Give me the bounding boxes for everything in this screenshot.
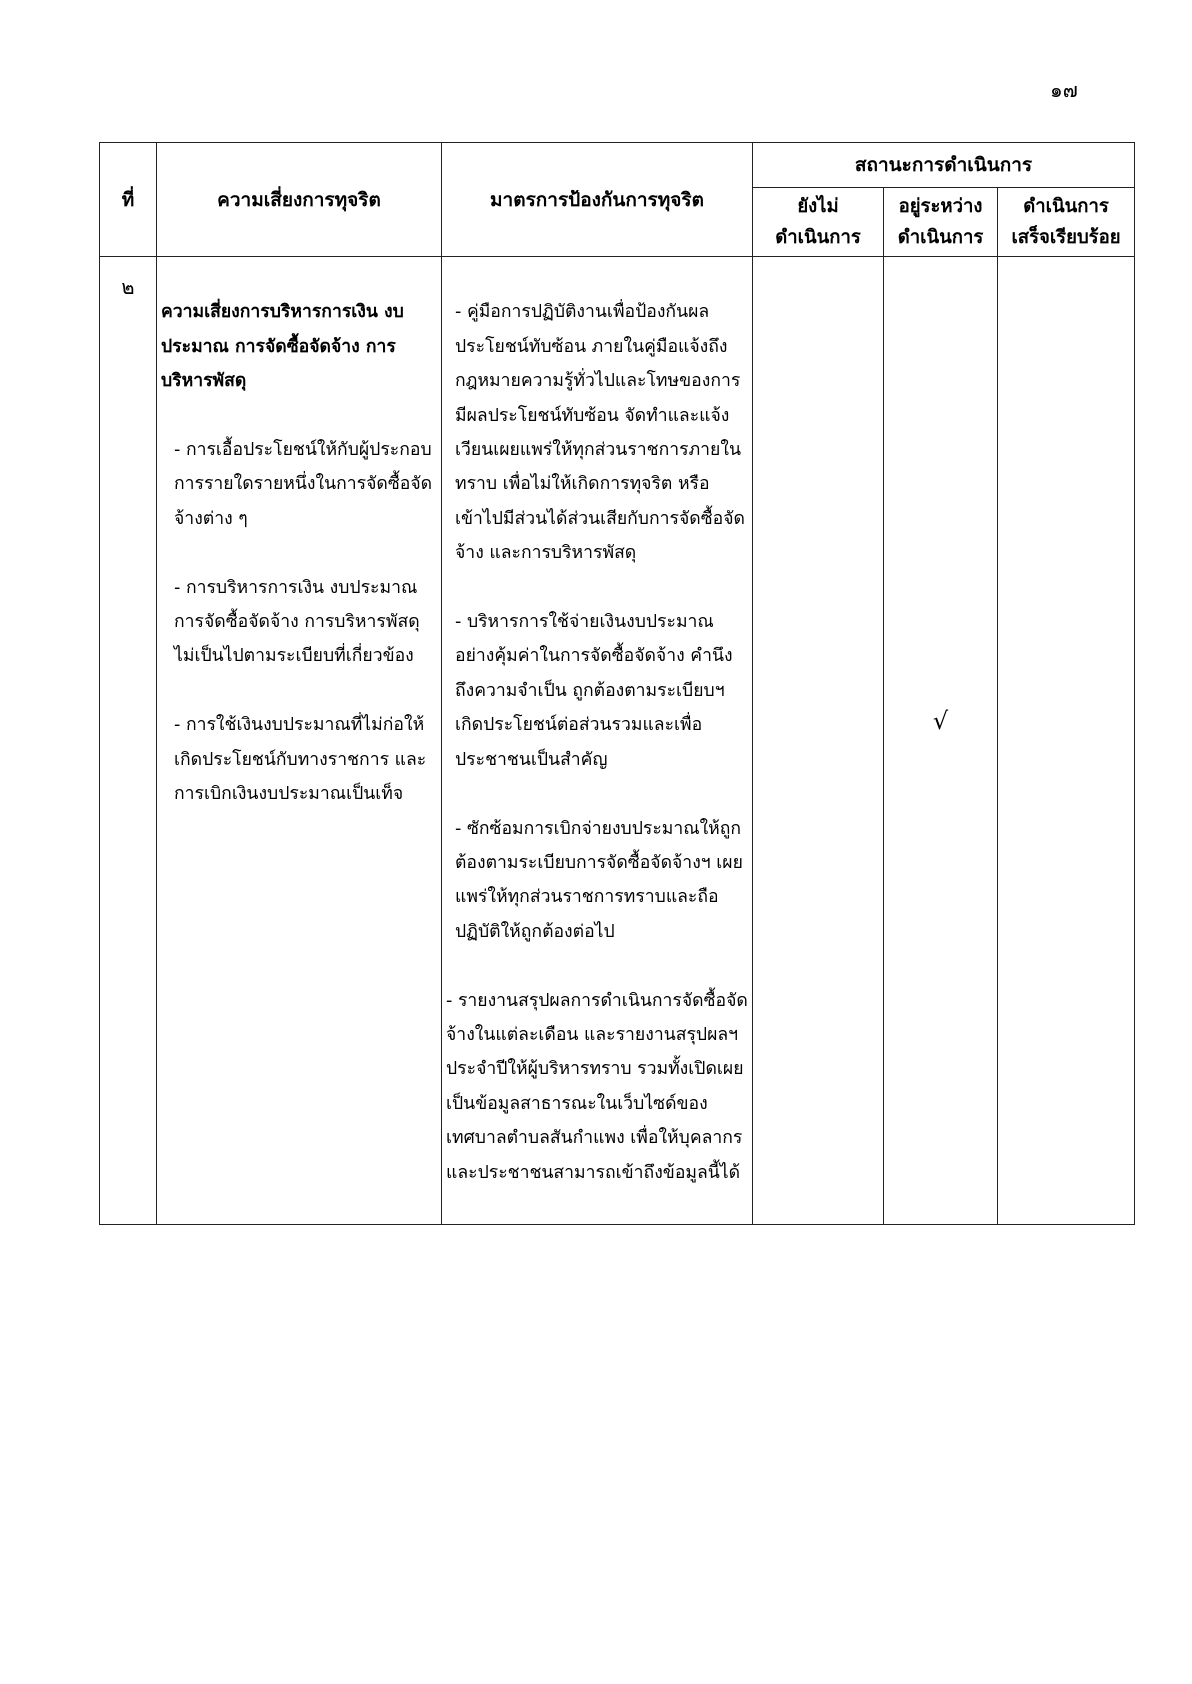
header-status-completed bbox=[998, 188, 1135, 257]
header-status-group: สถานะการดำเนินการ bbox=[753, 143, 1135, 188]
header-line: ยังไม่ bbox=[797, 196, 839, 217]
header-status-not-started bbox=[753, 188, 884, 257]
header-no: ที่ bbox=[100, 143, 157, 257]
status-not-started-cell bbox=[753, 257, 884, 1225]
risk-cell bbox=[157, 257, 442, 1225]
measure-item: - คู่มือการปฏิบัติงานเพื่อป้องกันผลประโยชน์ทับซ้อน ภายในคู่มือแจ้งถึงกฎหมายความรู้ทั่วไปและโทษของการมีผลประโยชน์ทับซ้อน จัดทำและแจ้งเวียนเผยแพร่ให้ทุกส่วนราชการภายในทราบ เพื่อไม่ให้เกิดการทุจริต หรือเข้าไปมีส่วนได้ส่วนเสียกับการจัดซื้อจัดจ้าง และการบริหารพัสดุ bbox=[455, 302, 745, 564]
status-in-progress-cell bbox=[884, 257, 998, 1225]
risk-table bbox=[99, 142, 1135, 1225]
header-line: อยู่ระหว่าง bbox=[898, 196, 983, 217]
header-line: เสร็จเรียบร้อย bbox=[1011, 227, 1121, 248]
measure-item: - บริหารการใช้จ่ายเงินงบประมาณอย่างคุ้มค่าในการจัดซื้อจัดจ้าง คำนึงถึงความจำเป็น ถูกต้องตามระเบียบฯ เกิดประโยชน์ต่อส่วนรวมและเพื่อประชาชนเป็นสำคัญ bbox=[455, 612, 733, 770]
risk-item: - การบริหารการเงิน งบประมาณ การจัดซื้อจัดจ้าง การบริหารพัสดุ ไม่เป็นไปตามระเบียบที่เกี่ยวข้อง bbox=[174, 577, 420, 667]
header-line: ดำเนินการ bbox=[897, 227, 984, 248]
check-mark-icon: √ bbox=[932, 707, 949, 735]
header-status-in-progress bbox=[884, 188, 998, 257]
risk-item: - การใช้เงินงบประมาณที่ไม่ก่อให้เกิดประโยชน์กับทางราชการ และการเบิกเงินงบประมาณเป็นเท็จ bbox=[174, 715, 427, 805]
header-measure: มาตรการป้องกันการทุจริต bbox=[442, 143, 753, 257]
header-line: ดำเนินการ bbox=[1023, 196, 1109, 217]
table-row bbox=[100, 257, 1135, 1225]
measure-item: - รายงานสรุปผลการดำเนินการจัดซื้อจัดจ้างในแต่ละเดือน และรายงานสรุปผลฯประจำปีให้ผู้บริหารทราบ รวมทั้งเปิดเผยเป็นข้อมูลสาธารณะในเว็บไซด์ของเทศบาลตำบลสันกำแพง เพื่อให้บุคลากรและประชาชนสามารถเข้าถึงข้อมูลนี้ได้ bbox=[446, 990, 748, 1183]
measure-cell bbox=[442, 257, 753, 1225]
header-risk: ความเสี่ยงการทุจริต bbox=[157, 143, 442, 257]
risk-title: ความเสี่ยงการบริหารการเงิน งบประมาณ การจัดซื้อจัดจ้าง การบริหารพัสดุ bbox=[161, 302, 404, 392]
risk-item: - การเอื้อประโยชน์ให้กับผู้ประกอบการรายใดรายหนึ่งในการจัดซื้อจัดจ้างต่าง ๆ bbox=[174, 440, 433, 529]
measure-item: - ซักซ้อมการเบิกจ่ายงบประมาณให้ถูกต้องตามระเบียบการจัดซื้อจัดจ้างฯ เผยแพร่ให้ทุกส่วนราชการทราบและถือปฏิบัติให้ถูกต้องต่อไป bbox=[455, 818, 743, 942]
status-completed-cell bbox=[998, 257, 1135, 1225]
header-line: ดำเนินการ bbox=[775, 227, 861, 248]
page-number: ๑๗ bbox=[1050, 78, 1078, 102]
row-number: ๒ bbox=[100, 257, 157, 1225]
